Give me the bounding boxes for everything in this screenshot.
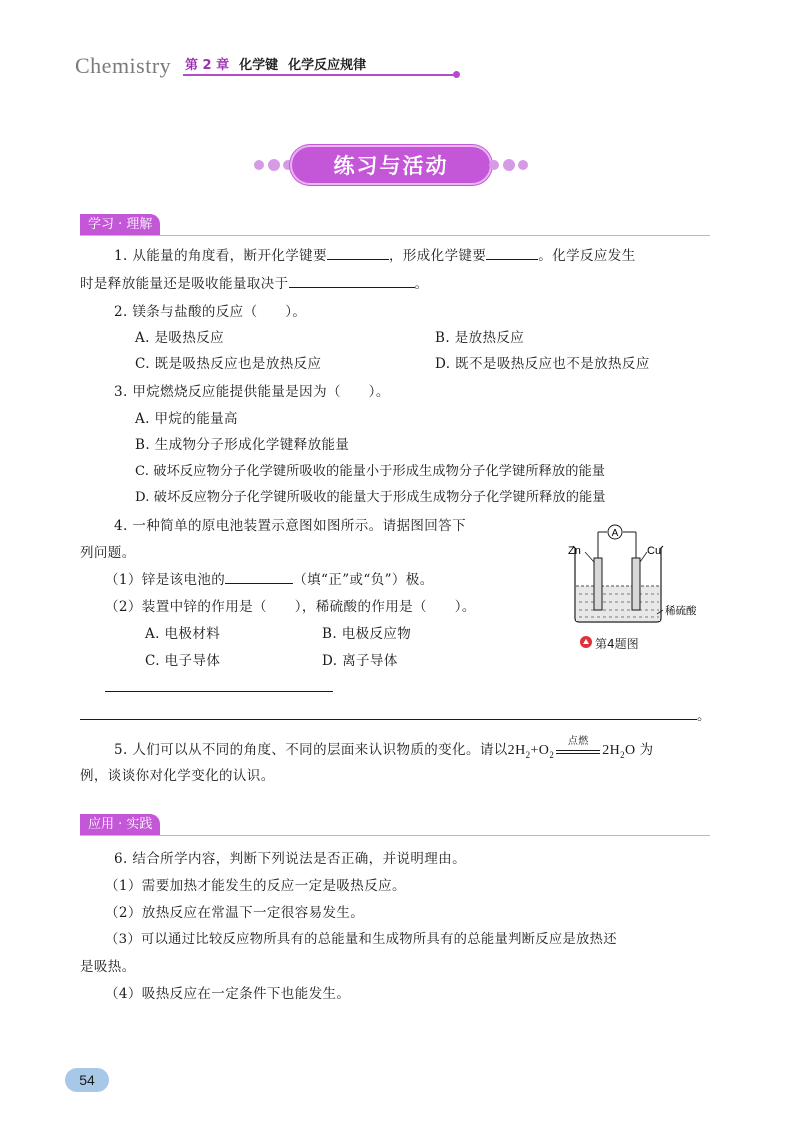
q2-option-b[interactable]: B. 是放热反应	[435, 330, 525, 346]
q4-sub3-cont: 。	[80, 706, 711, 726]
q2-option-d[interactable]: D. 既不是吸热反应也不是放热反应	[435, 356, 650, 372]
q1-blank-3[interactable]	[289, 274, 415, 288]
figure-caption: 第4题图	[595, 637, 639, 651]
reaction-arrow: 点燃	[556, 744, 600, 758]
q4-option-b[interactable]: B. 电极反应物	[322, 626, 412, 642]
q4-blank-1[interactable]	[225, 570, 293, 584]
header-dot	[453, 71, 460, 78]
chapter-heading	[185, 54, 366, 73]
q5-line1: 5. 人们可以从不同的角度、不同的层面来认识物质的变化。请以$2H_2+O_2$ 点燃 $2H_2O$ 为	[114, 740, 653, 765]
q3-option-b[interactable]: B. 生成物分子形成化学键释放能量	[135, 437, 350, 453]
section-title: 练习与活动	[333, 154, 449, 178]
subsection-rule	[80, 235, 710, 236]
q2-stem: 2. 镁条与盐酸的反应（ ）。	[114, 304, 307, 320]
q1-blank-1[interactable]	[327, 246, 389, 260]
q6-stem: 6. 结合所学内容，判断下列说法是否正确，并说明理由。	[114, 851, 466, 867]
cu-label: Cu	[647, 545, 662, 557]
q4-blank-2[interactable]	[105, 678, 333, 692]
q1-blank-2[interactable]	[486, 246, 538, 260]
page-header	[75, 50, 395, 80]
subsection-learn-tag: 学习 · 理解	[80, 214, 160, 235]
decor-dot	[503, 159, 515, 171]
page-number: 54	[65, 1068, 109, 1092]
q6-sub3-line1: （3）可以通过比较反应物所具有的总能量和生成物所具有的总能量判断反应是放热还	[105, 932, 617, 947]
q2-option-c[interactable]: C. 既是吸热反应也是放热反应	[135, 356, 322, 372]
q3-option-d[interactable]: D. 破坏反应物分子化学键所吸收的能量大于形成生成物分子化学键所释放的能量	[135, 490, 606, 505]
figure-marker-icon	[580, 636, 592, 648]
q5-line2: 例，谈谈你对化学变化的认识。	[80, 768, 275, 784]
chapter-number: 第 2 章	[185, 58, 230, 73]
q4-blank-3[interactable]	[80, 706, 697, 720]
acid-label: 稀硫酸	[665, 605, 697, 617]
q3-stem: 3. 甲烷燃烧反应能提供能量是因为（ ）。	[114, 384, 390, 400]
q4-option-d[interactable]: D. 离子导体	[322, 653, 398, 669]
q3-option-c[interactable]: C. 破坏反应物分子化学键所吸收的能量小于形成生成物分子化学键所释放的能量	[135, 464, 606, 479]
q4-stem-line2: 列问题。	[80, 545, 136, 561]
q6-sub3-line2: 是吸热。	[80, 959, 136, 975]
zn-label: Zn	[568, 545, 581, 557]
q4-stem-line1: 4. 一种简单的原电池装置示意图如图所示。请据图回答下	[114, 518, 466, 534]
galvanic-cell-diagram	[565, 520, 710, 635]
decor-dot	[254, 160, 264, 170]
decor-dot	[489, 160, 499, 170]
chapter-subtitle: 化学反应规律	[288, 58, 367, 73]
q3-option-a[interactable]: A. 甲烷的能量高	[135, 411, 238, 427]
subsection-rule	[80, 835, 710, 836]
header-rule	[183, 74, 455, 76]
q4-option-a[interactable]: A. 电极材料	[145, 626, 221, 642]
section-banner	[250, 145, 550, 185]
q4-sub1: （1）锌是该电池的 （填“正”或“负”）极。	[105, 572, 434, 588]
q6-sub1: （1）需要加热才能发生的反应一定是吸热反应。	[105, 878, 406, 894]
chapter-title: 化学键	[239, 58, 279, 73]
decor-dot	[268, 159, 280, 171]
q6-sub4: （4）吸热反应在一定条件下也能发生。	[105, 986, 351, 1002]
q6-sub2: （2）放热反应在常温下一定很容易发生。	[105, 905, 365, 921]
q1-line1: 1. 从能量的角度看，断开化学键要 ，形成化学键要 。化学反应发生	[114, 248, 636, 264]
q2-option-a[interactable]: A. 是吸热反应	[135, 330, 225, 346]
subsection-apply-tag: 应用 · 实践	[80, 814, 160, 835]
zinc-electrode	[594, 558, 602, 610]
q1-line2: 时是释放能量还是吸收能量取决于 。	[80, 276, 429, 292]
q4-option-c[interactable]: C. 电子导体	[145, 653, 221, 669]
decor-dot	[518, 160, 528, 170]
section-title-pill	[290, 145, 492, 185]
acid-solution	[576, 586, 660, 621]
ammeter-label: A	[611, 528, 619, 539]
q4-sub3	[105, 678, 333, 698]
brand-title: Chemistry	[75, 53, 172, 78]
chemical-equation: $2H_2+O_2$ 点燃 $2H_2O$	[507, 735, 636, 760]
q4-sub2: （2）装置中锌的作用是（ ），稀硫酸的作用是（ ）。	[105, 599, 476, 615]
copper-electrode	[632, 558, 640, 610]
